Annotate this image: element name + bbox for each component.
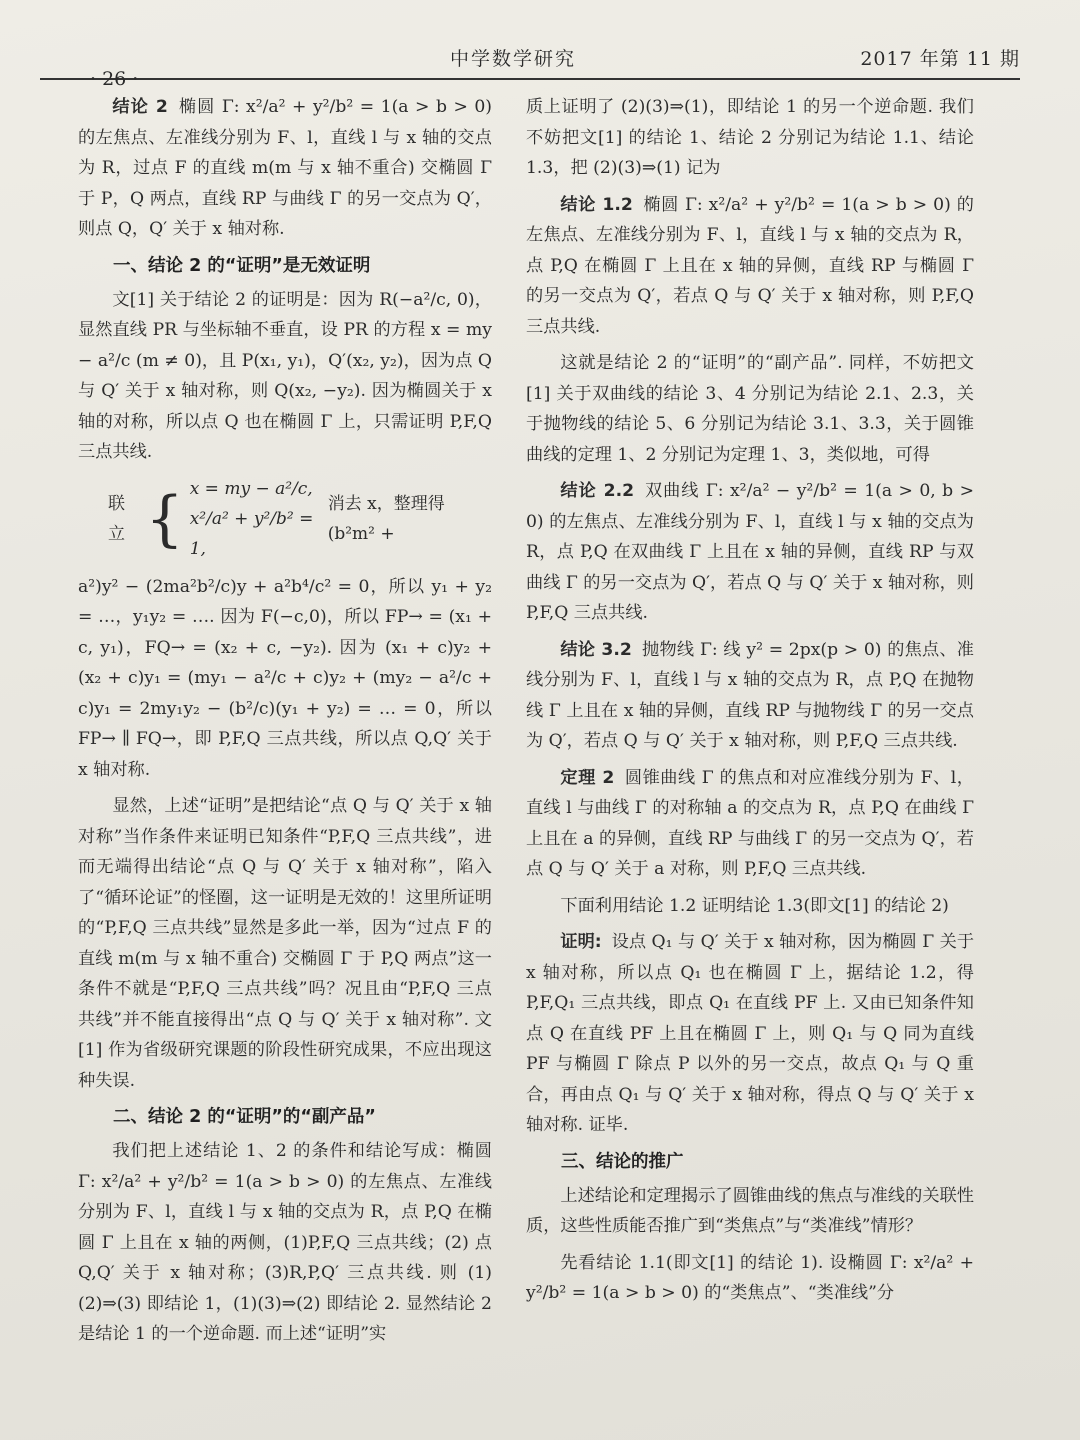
continued-paragraph: 质上证明了 (2)(3)⇒(1)，即结论 1 的另一个逆命题. 我们不妨把文[1] 的结论 1、结论 2 分别记为结论 1.1、结论 1.3，把 (2)(3)⇒(1) 记为 bbox=[526, 97, 974, 178]
equation-system bbox=[108, 474, 492, 564]
conclusion-1-2 bbox=[526, 190, 974, 343]
remark-paragraph: 显然，上述“证明”是把结论“点 Q 与 Q′ 关于 x 轴对称”当作条件来证明已知条件“P,F,Q 三点共线”，进而无端得出结论“点 Q 与 Q′ 关于 x 轴对称”，陷入了“循环论证”的怪圈，这一证明是无效的！这里所证明的“P,F,Q 三点共线”显然是多此一举，因为“过点 F 的直线 m(m 与 x 轴不重合) 交椭圆 Γ 于 P,Q 两点”这一条件不就是“P,F,Q 三点共线”吗？况且由“P,F,Q 三点共线”并不能直接得出“点 Q 与 Q′ 关于 x 轴对称”. 文[1] 作为省级研究课题的阶段性研究成果，不应出现这种失误. bbox=[78, 796, 492, 1091]
conclusion-1-2-label: 结论 1.2 bbox=[560, 194, 633, 215]
journal-title: 中学数学研究 bbox=[450, 48, 577, 70]
conclusion-2 bbox=[78, 92, 492, 245]
system-equation-1: x = my − a²/c, bbox=[189, 478, 313, 499]
proof-label: 证明: bbox=[560, 932, 602, 952]
section-2-heading: 二、结论 2 的“证明”的“副产品” bbox=[113, 1107, 376, 1127]
left-column bbox=[78, 92, 492, 1432]
proof-paragraph-2: a²)y² − (2ma²b²/c)y + a²b⁴/c² = 0，所以 y₁ + y₂ = …，y₁y₂ = …. 因为 F(−c,0)，所以 FP→ = (x₁ + c, y₁)，FQ→ = (x₂ + c, −y₂). 因为 (x₁ + c)y₂ + (x₂ + c)y₁ = (my₁ − a²/c + c)y₂ + (my₂ − a²/c + c)y₁ = 2my₁y₂ − (b²/c)(y₁ + y₂) = … = 0，所以 FP→ ∥ FQ→，即 P,F,Q 三点共线，所以点 Q,Q′ 关于 x 轴对称. bbox=[78, 576, 492, 780]
section-2-paragraph: 我们把上述结论 1、2 的条件和结论写成：椭圆 Γ: x²/a² + y²/b² = 1(a > b > 0) 的左焦点、左准线分别为 F、l，直线 l 与 x 轴的交点为 R，点 P,Q 在椭圆 Γ 上且在 x 轴的两侧，(1)P,F,Q 三点共线；(2) 点 Q,Q′ 关于 x 轴对称；(3)R,P,Q′ 三点共线. 则 (1)(2)⇒(3) 即结论 1，(1)(3)⇒(2) 即结论 2. 显然结论 2 是结论 1 的一个逆命题. 而上述“证明”实 bbox=[78, 1141, 492, 1344]
conclusion-3-2-text: 抛物线 Γ: 线 y² = 2px(p > 0) 的焦点、准线分别为 F、l，直线 l 与 x 轴的交点为 R，点 P,Q 在抛物线 Γ 上且在 x 轴的异侧，直线 RP 与抛物线 Γ 的另一交点为 Q′，若点 Q 与 Q′ 关于 x 轴对称，则 P,F,Q 三点共线. bbox=[526, 639, 974, 751]
byproduct-paragraph: 这就是结论 2 的“证明”的“副产品”. 同样，不妨把文[1] 关于双曲线的结论 3、4 分别记为结论 2.1、2.3，关于抛物线的结论 5、6 分别记为结论 3.1、3.3，关于圆锥曲线的定理 1、2 分别记为定理 1、3，类似地，可得 bbox=[526, 353, 974, 465]
section-3-heading: 三、结论的推广 bbox=[561, 1151, 684, 1172]
issue-label: 2017 年第 11 期 bbox=[860, 48, 1020, 70]
section-3-paragraph-1: 上述结论和定理揭示了圆锥曲线的焦点与准线的关联性质，这些性质能否推广到“类焦点”与“类准线”情形？ bbox=[526, 1185, 974, 1236]
conclusion-2-2-text: 双曲线 Γ: x²/a² − y²/b² = 1(a > 0, b > 0) 的左焦点、左准线分别为 F、l，直线 l 与 x 轴的交点为 R，点 P,Q 在双曲线 Γ 上且在 x 轴的异侧，直线 RP 与双曲线 Γ 的另一交点为 Q′，若点 Q 与 Q′ 关于 x 轴对称，则 P,F,Q 三点共线. bbox=[526, 481, 974, 623]
conclusion-2-label: 结论 2 bbox=[112, 97, 168, 117]
theorem-2-label: 定理 2 bbox=[560, 767, 615, 788]
conclusion-3-2 bbox=[526, 635, 974, 757]
section-1-heading: 一、结论 2 的“证明”是无效证明 bbox=[113, 255, 371, 276]
conclusion-1-2-text: 椭圆 Γ: x²/a² + y²/b² = 1(a > b > 0) 的左焦点、左准线分别为 F、l，直线 l 与 x 轴的交点为 R，点 P,Q 在椭圆 Γ 上且在 x 轴的异侧，直线 RP 与椭圆 Γ 的另一交点为 Q′，若点 Q 与 Q′ 关于 x 轴对称，则 P,F,Q 三点共线. bbox=[526, 194, 974, 337]
proof-paragraph bbox=[526, 927, 974, 1141]
right-column bbox=[526, 92, 974, 1432]
conclusion-2-text: 椭圆 Γ: x²/a² + y²/b² = 1(a > b > 0) 的左焦点、左准线分别为 F、l，直线 l 与 x 轴的交点为 R，过点 F 的直线 m(m 与 x 轴不重合) 交椭圆 Γ 于 P，Q 两点，直线 RP 与曲线 Γ 的另一交点为 Q′，则点 Q，Q′ 关于 x 轴对称. bbox=[78, 97, 492, 239]
conclusion-2-2-label: 结论 2.2 bbox=[560, 481, 635, 501]
system-lines bbox=[190, 474, 316, 564]
system-brace: { bbox=[145, 483, 184, 554]
system-label: 联立 bbox=[108, 493, 125, 544]
system-tail: 消去 x，整理得 (b²m² + bbox=[327, 493, 445, 544]
section-3-paragraph-2: 先看结论 1.1(即文[1] 的结论 1). 设椭圆 Γ: x²/a² + y²/b² = 1(a > b > 0) 的“类焦点”、“类准线”分 bbox=[526, 1252, 974, 1303]
conclusion-3-2-label: 结论 3.2 bbox=[560, 639, 632, 660]
system-equation-2: x²/a² + y²/b² = 1, bbox=[189, 508, 314, 559]
page-number: · 26 · bbox=[90, 68, 139, 90]
running-header bbox=[40, 38, 1020, 90]
using-paragraph: 下面利用结论 1.2 证明结论 1.3(即文[1] 的结论 2) bbox=[560, 895, 949, 916]
conclusion-2-2 bbox=[526, 476, 974, 629]
theorem-2-text: 圆锥曲线 Γ 的焦点和对应准线分别为 F、l，直线 l 与曲线 Γ 的对称轴 a 的交点为 R，点 P,Q 在曲线 Γ 上且在 a 的异侧，直线 RP 与曲线 Γ 的另一交点为 Q′，若点 Q 与 Q′ 关于 a 对称，则 P,F,Q 三点共线. bbox=[526, 767, 974, 879]
theorem-2 bbox=[526, 763, 974, 885]
proof-paragraph-1: 文[1] 关于结论 2 的证明是：因为 R(−a²/c, 0)，显然直线 PR 与坐标轴不垂直，设 PR 的方程 x = my − a²/c (m ≠ 0)，且 P(x₁, y₁)，Q′(x₂, y₂)，因为点 Q 与 Q′ 关于 x 轴对称，则 Q(x₂, −y₂). 因为椭圆关于 x 轴的对称，所以点 Q 也在椭圆 Γ 上，只需证明 P,F,Q 三点共线. bbox=[78, 289, 492, 462]
proof-text: 设点 Q₁ 与 Q′ 关于 x 轴对称，因为椭圆 Γ 关于 x 轴对称，所以点 Q₁ 也在椭圆 Γ 上，据结论 1.2，得 P,F,Q₁ 三点共线，即点 Q₁ 在直线 PF 上. 又由已知条件知点 Q 在直线 PF 上且在椭圆 Γ 上，则 Q₁ 与 Q 同为直线 PF 与椭圆 Γ 除点 P 以外的另一交点，故点 Q₁ 与 Q 重合，再由点 Q₁ 与 Q′ 关于 x 轴对称，得点 Q 与 Q′ 关于 x 轴对称. 证毕. bbox=[526, 932, 974, 1135]
